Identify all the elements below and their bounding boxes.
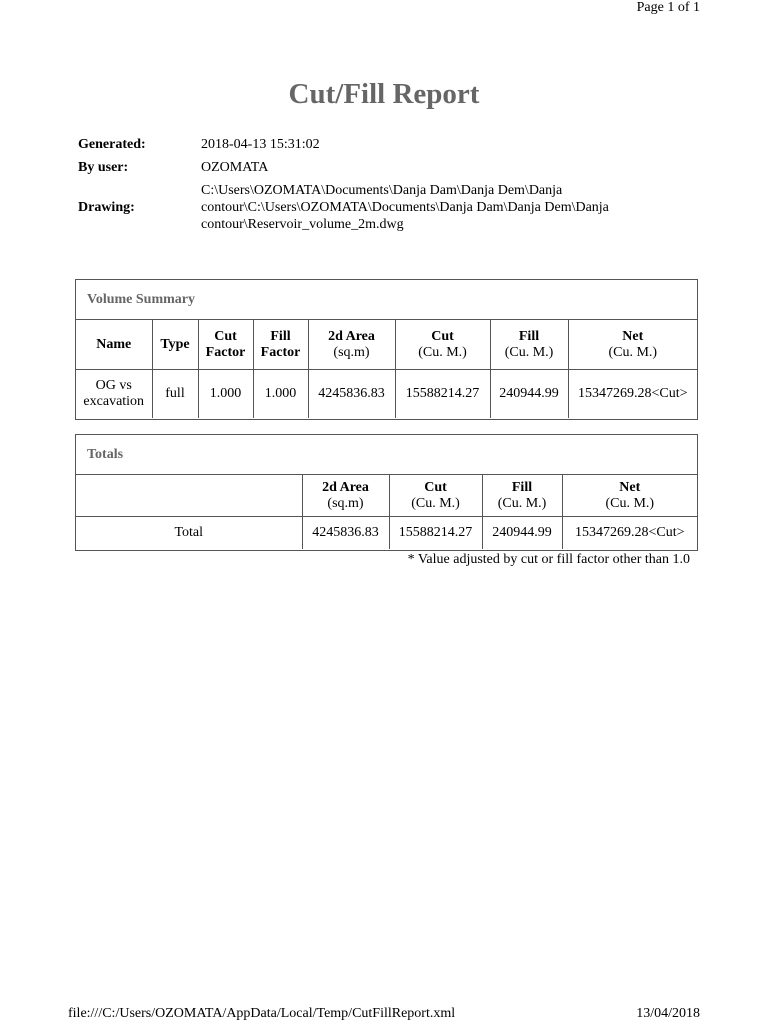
- col-header-fill: Fill (Cu. M.): [482, 475, 562, 517]
- drawing-label: Drawing:: [78, 200, 135, 215]
- totals-panel: [75, 434, 698, 551]
- cell-2d-area: 4245836.83: [308, 370, 395, 419]
- table-row: [76, 517, 697, 550]
- col-header-cut-factor: Cut Factor: [198, 320, 253, 370]
- drawing-value-line-1: C:\Users\OZOMATA\Documents\Danja Dam\Danja Dem\Danja: [201, 183, 563, 198]
- cell-fill: 240944.99: [490, 370, 568, 419]
- col-header-2d-area: 2d Area (sq.m): [302, 475, 389, 517]
- cell-cut: 15588214.27: [389, 517, 482, 550]
- user-row: [78, 156, 698, 179]
- volume-header-row: [76, 320, 697, 370]
- col-header-type: Type: [152, 320, 198, 370]
- totals-header-row: [76, 475, 697, 517]
- col-header-2d-area: 2d Area (sq.m): [308, 320, 395, 370]
- cell-net: 15347269.28<Cut>: [574, 525, 685, 540]
- generated-value: 2018-04-13 15:31:02: [201, 137, 320, 152]
- col-header-net: Net (Cu. M.): [562, 475, 697, 517]
- drawing-value-line-3: contour\Reservoir_volume_2m.dwg: [201, 217, 404, 232]
- cell-type: full: [152, 370, 198, 419]
- totals-table: [76, 475, 697, 549]
- footer-date: 13/04/2018: [636, 1006, 700, 1021]
- generated-row: [78, 133, 698, 156]
- cell-cut-factor: 1.000: [198, 370, 253, 419]
- col-header-fill: Fill (Cu. M.): [490, 320, 568, 370]
- cell-total-label: Total: [76, 517, 302, 550]
- volume-summary-table: [76, 320, 697, 418]
- col-header-fill-factor: Fill Factor: [253, 320, 308, 370]
- col-header-name: Name: [76, 320, 152, 370]
- drawing-value: [201, 179, 698, 236]
- table-row: [76, 370, 697, 419]
- col-header-blank: [76, 475, 302, 517]
- footnote: * Value adjusted by cut or fill factor other than 1.0: [407, 552, 690, 567]
- cell-name: OG vs excavation: [76, 370, 152, 419]
- page-number: Page 1 of 1: [636, 0, 700, 15]
- footer-file-path: file:///C:/Users/OZOMATA/AppData/Local/Temp/CutFillReport.xml: [68, 1006, 456, 1021]
- report-metadata: [78, 133, 698, 236]
- cell-2d-area: 4245836.83: [302, 517, 389, 550]
- report-title: Cut/Fill Report: [288, 78, 480, 110]
- drawing-value-line-2: contour\C:\Users\OZOMATA\Documents\Danja Dam\Danja Dem\Danja: [201, 200, 609, 215]
- volume-summary-panel: [75, 279, 698, 420]
- cell-cut: 15588214.27: [395, 370, 490, 419]
- cell-net: 15347269.28<Cut>: [577, 386, 688, 401]
- cell-fill-factor: 1.000: [253, 370, 308, 419]
- drawing-row: [78, 179, 698, 236]
- col-header-cut: Cut (Cu. M.): [395, 320, 490, 370]
- volume-summary-title: Volume Summary: [76, 280, 697, 320]
- generated-label: Generated:: [78, 137, 146, 152]
- col-header-net: Net (Cu. M.): [568, 320, 697, 370]
- totals-title: Totals: [76, 435, 697, 475]
- col-header-cut: Cut (Cu. M.): [389, 475, 482, 517]
- user-value: OZOMATA: [201, 160, 269, 175]
- cell-fill: 240944.99: [482, 517, 562, 550]
- user-label: By user:: [78, 160, 129, 175]
